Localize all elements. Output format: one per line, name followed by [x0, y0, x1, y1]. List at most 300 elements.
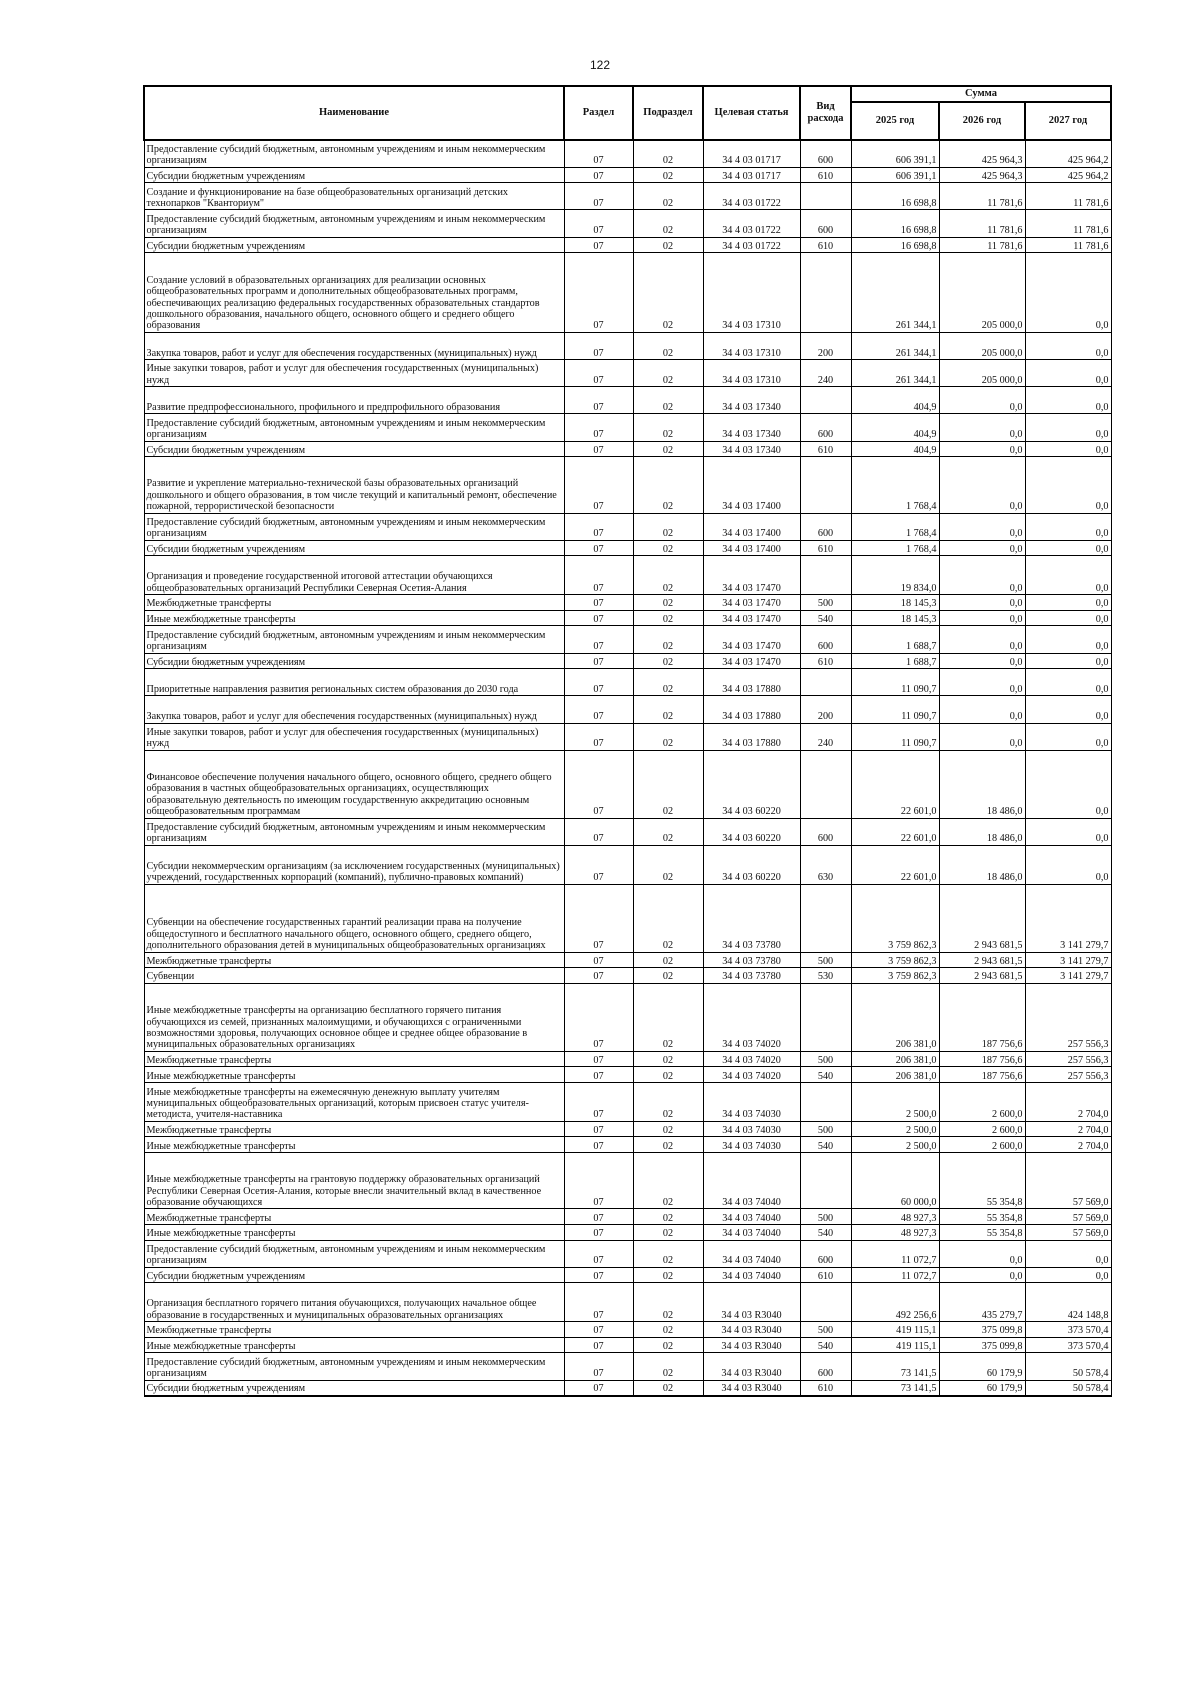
row-amount-2025: 1 768,4 [851, 540, 939, 556]
row-amount-2026: 205 000,0 [939, 360, 1025, 387]
table-row [144, 723, 1111, 750]
row-amount-2027: 0,0 [1025, 610, 1111, 626]
row-section: 07 [564, 237, 633, 253]
row-name: Субсидии бюджетным учреждениям [144, 167, 564, 183]
row-amount-2027: 11 781,6 [1025, 237, 1111, 253]
row-target: 34 4 03 74020 [703, 1067, 800, 1083]
row-target: 34 4 03 73780 [703, 968, 800, 984]
row-expense-type: 500 [800, 1051, 851, 1067]
row-amount-2027: 2 704,0 [1025, 1121, 1111, 1137]
row-amount-2025: 11 072,7 [851, 1267, 939, 1283]
row-expense-type: 500 [800, 595, 851, 611]
row-expense-type: 610 [800, 540, 851, 556]
row-amount-2027: 0,0 [1025, 1267, 1111, 1283]
row-amount-2025: 2 500,0 [851, 1121, 939, 1137]
row-amount-2026: 205 000,0 [939, 253, 1025, 333]
row-amount-2026: 435 279,7 [939, 1283, 1025, 1322]
row-amount-2026: 0,0 [939, 610, 1025, 626]
row-amount-2027: 0,0 [1025, 845, 1111, 884]
row-name: Иные межбюджетные трансферты [144, 1225, 564, 1241]
row-amount-2027: 257 556,3 [1025, 1067, 1111, 1083]
table-row [144, 952, 1111, 968]
row-expense-type [800, 669, 851, 696]
header-year-2026: 2026 год [939, 102, 1025, 140]
row-amount-2025: 16 698,8 [851, 237, 939, 253]
row-name: Организация и проведение государственной итоговой аттестации обучающихся общеобразовательных организаций Республики Северная Осетия-Алания [144, 556, 564, 595]
row-name: Предоставление субсидий бюджетным, автономным учреждениям и иным некоммерческим организациям [144, 513, 564, 540]
row-name: Субсидии бюджетным учреждениям [144, 237, 564, 253]
row-amount-2026: 18 486,0 [939, 845, 1025, 884]
row-target: 34 4 03 74040 [703, 1153, 800, 1209]
row-section: 07 [564, 884, 633, 952]
row-expense-type: 600 [800, 513, 851, 540]
table-row [144, 457, 1111, 513]
row-expense-type: 530 [800, 968, 851, 984]
row-amount-2025: 606 391,1 [851, 167, 939, 183]
row-amount-2025: 19 834,0 [851, 556, 939, 595]
row-amount-2027: 0,0 [1025, 253, 1111, 333]
row-section: 07 [564, 1067, 633, 1083]
row-subsection: 02 [633, 1121, 703, 1137]
row-section: 07 [564, 253, 633, 333]
row-expense-type: 500 [800, 1121, 851, 1137]
row-expense-type: 600 [800, 140, 851, 167]
row-amount-2026: 18 486,0 [939, 818, 1025, 845]
row-target: 34 4 03 74040 [703, 1240, 800, 1267]
row-amount-2027: 0,0 [1025, 540, 1111, 556]
row-section: 07 [564, 1153, 633, 1209]
row-amount-2027: 0,0 [1025, 441, 1111, 457]
table-row [144, 750, 1111, 818]
row-name: Предоставление субсидий бюджетным, автономным учреждениям и иным некоммерческим организациям [144, 140, 564, 167]
row-name: Субвенции на обеспечение государственных гарантий реализации права на получение общедоступного и бесплатного начального общего, основного общего, среднего общего, дополнительного образования детей в муниципальных общеобразовательных организациях [144, 884, 564, 952]
row-expense-type: 600 [800, 1353, 851, 1380]
row-amount-2026: 11 781,6 [939, 183, 1025, 210]
row-section: 07 [564, 556, 633, 595]
row-amount-2025: 404,9 [851, 387, 939, 414]
row-amount-2026: 375 099,8 [939, 1322, 1025, 1338]
row-target: 34 4 03 17880 [703, 696, 800, 723]
row-target: 34 4 03 R3040 [703, 1283, 800, 1322]
row-subsection: 02 [633, 1083, 703, 1122]
row-amount-2026: 0,0 [939, 441, 1025, 457]
table-row [144, 1283, 1111, 1322]
row-subsection: 02 [633, 210, 703, 237]
table-row [144, 1267, 1111, 1283]
row-target: 34 4 03 74030 [703, 1083, 800, 1122]
row-target: 34 4 03 01722 [703, 210, 800, 237]
table-body [144, 140, 1111, 1396]
row-name: Межбюджетные трансферты [144, 952, 564, 968]
table-row [144, 1225, 1111, 1241]
row-subsection: 02 [633, 1209, 703, 1225]
row-target: 34 4 03 74020 [703, 983, 800, 1051]
row-subsection: 02 [633, 556, 703, 595]
table-row [144, 441, 1111, 457]
table-row [144, 1380, 1111, 1396]
row-expense-type: 540 [800, 1225, 851, 1241]
table-row [144, 1153, 1111, 1209]
row-subsection: 02 [633, 1267, 703, 1283]
row-name: Субсидии бюджетным учреждениям [144, 1267, 564, 1283]
row-expense-type: 500 [800, 1322, 851, 1338]
header-year-2027: 2027 год [1025, 102, 1111, 140]
row-amount-2026: 11 781,6 [939, 237, 1025, 253]
row-amount-2027: 373 570,4 [1025, 1322, 1111, 1338]
row-name: Закупка товаров, работ и услуг для обеспечения государственных (муниципальных) нужд [144, 696, 564, 723]
row-expense-type [800, 983, 851, 1051]
table-row [144, 1209, 1111, 1225]
row-target: 34 4 03 74020 [703, 1051, 800, 1067]
row-section: 07 [564, 653, 633, 669]
row-name: Предоставление субсидий бюджетным, автономным учреждениям и иным некоммерческим организациям [144, 414, 564, 441]
row-target: 34 4 03 01722 [703, 237, 800, 253]
row-amount-2026: 0,0 [939, 595, 1025, 611]
header-sum: Сумма [851, 86, 1111, 102]
row-expense-type [800, 457, 851, 513]
row-amount-2026: 0,0 [939, 414, 1025, 441]
row-amount-2026: 55 354,8 [939, 1225, 1025, 1241]
row-amount-2027: 3 141 279,7 [1025, 968, 1111, 984]
row-amount-2026: 0,0 [939, 723, 1025, 750]
row-name: Межбюджетные трансферты [144, 1051, 564, 1067]
row-name: Субсидии бюджетным учреждениям [144, 1380, 564, 1396]
row-subsection: 02 [633, 140, 703, 167]
row-amount-2025: 2 500,0 [851, 1137, 939, 1153]
table-row [144, 845, 1111, 884]
row-amount-2025: 206 381,0 [851, 983, 939, 1051]
row-section: 07 [564, 540, 633, 556]
row-section: 07 [564, 1225, 633, 1241]
row-amount-2026: 11 781,6 [939, 210, 1025, 237]
row-amount-2025: 419 115,1 [851, 1322, 939, 1338]
row-amount-2027: 2 704,0 [1025, 1083, 1111, 1122]
header-subsection: Подраздел [633, 86, 703, 140]
row-target: 34 4 03 01717 [703, 167, 800, 183]
table-row [144, 167, 1111, 183]
row-expense-type: 540 [800, 1337, 851, 1353]
row-expense-type: 610 [800, 1267, 851, 1283]
row-name: Приоритетные направления развития региональных систем образования до 2030 года [144, 669, 564, 696]
row-amount-2027: 0,0 [1025, 1240, 1111, 1267]
row-amount-2026: 0,0 [939, 696, 1025, 723]
row-section: 07 [564, 750, 633, 818]
row-section: 07 [564, 845, 633, 884]
table-row [144, 968, 1111, 984]
row-amount-2027: 0,0 [1025, 818, 1111, 845]
row-subsection: 02 [633, 387, 703, 414]
row-target: 34 4 03 R3040 [703, 1380, 800, 1396]
row-subsection: 02 [633, 952, 703, 968]
table-row [144, 210, 1111, 237]
row-target: 34 4 03 74040 [703, 1225, 800, 1241]
row-expense-type [800, 1283, 851, 1322]
row-amount-2026: 18 486,0 [939, 750, 1025, 818]
row-name: Предоставление субсидий бюджетным, автономным учреждениям и иным некоммерческим организациям [144, 1353, 564, 1380]
row-amount-2025: 3 759 862,3 [851, 968, 939, 984]
row-amount-2027: 0,0 [1025, 387, 1111, 414]
table-row [144, 983, 1111, 1051]
row-target: 34 4 03 74030 [703, 1137, 800, 1153]
row-section: 07 [564, 210, 633, 237]
table-row [144, 140, 1111, 167]
row-section: 07 [564, 387, 633, 414]
row-amount-2025: 60 000,0 [851, 1153, 939, 1209]
row-target: 34 4 03 74030 [703, 1121, 800, 1137]
row-subsection: 02 [633, 723, 703, 750]
row-amount-2027: 424 148,8 [1025, 1283, 1111, 1322]
row-expense-type [800, 183, 851, 210]
row-amount-2025: 404,9 [851, 441, 939, 457]
row-expense-type: 240 [800, 360, 851, 387]
row-amount-2025: 18 145,3 [851, 595, 939, 611]
row-amount-2027: 257 556,3 [1025, 983, 1111, 1051]
row-subsection: 02 [633, 1067, 703, 1083]
row-name: Субсидии бюджетным учреждениям [144, 441, 564, 457]
row-amount-2025: 22 601,0 [851, 750, 939, 818]
table-row [144, 237, 1111, 253]
table-row [144, 626, 1111, 653]
row-name: Иные межбюджетные трансферты [144, 1067, 564, 1083]
table-row [144, 253, 1111, 333]
row-target: 34 4 03 17400 [703, 540, 800, 556]
row-name: Создание условий в образовательных организациях для реализации основных общеобразовательных программ и дополнительных общеобразовательных программ, обеспечивающих реализацию федеральных государственных образовательных стандартов дошкольного образования, начального общего, основного общего и среднего общего образования [144, 253, 564, 333]
table-row [144, 540, 1111, 556]
row-name: Иные закупки товаров, работ и услуг для обеспечения государственных (муниципальных) нужд [144, 360, 564, 387]
row-name: Развитие предпрофессионального, профильного и предпрофильного образования [144, 387, 564, 414]
row-amount-2025: 16 698,8 [851, 210, 939, 237]
row-target: 34 4 03 17400 [703, 457, 800, 513]
table-row [144, 884, 1111, 952]
table-row [144, 1337, 1111, 1353]
row-amount-2025: 1 688,7 [851, 626, 939, 653]
row-amount-2025: 18 145,3 [851, 610, 939, 626]
row-amount-2027: 0,0 [1025, 556, 1111, 595]
row-subsection: 02 [633, 1380, 703, 1396]
row-expense-type: 610 [800, 1380, 851, 1396]
row-amount-2025: 22 601,0 [851, 845, 939, 884]
row-amount-2025: 1 768,4 [851, 457, 939, 513]
row-name: Субсидии некоммерческим организациям (за исключением государственных (муниципальных) учреждений, государственных корпораций (компаний), публично-правовых компаний) [144, 845, 564, 884]
row-subsection: 02 [633, 1322, 703, 1338]
row-expense-type: 540 [800, 1067, 851, 1083]
row-amount-2026: 375 099,8 [939, 1337, 1025, 1353]
row-subsection: 02 [633, 1353, 703, 1380]
row-amount-2025: 11 072,7 [851, 1240, 939, 1267]
row-name: Межбюджетные трансферты [144, 1121, 564, 1137]
row-expense-type: 610 [800, 237, 851, 253]
row-amount-2025: 3 759 862,3 [851, 884, 939, 952]
table-row [144, 556, 1111, 595]
row-target: 34 4 03 17310 [703, 332, 800, 359]
row-subsection: 02 [633, 167, 703, 183]
row-name: Иные межбюджетные трансферты [144, 610, 564, 626]
row-name: Субсидии бюджетным учреждениям [144, 540, 564, 556]
row-target: 34 4 03 17470 [703, 626, 800, 653]
row-amount-2025: 206 381,0 [851, 1067, 939, 1083]
row-amount-2026: 187 756,6 [939, 1051, 1025, 1067]
row-amount-2027: 0,0 [1025, 457, 1111, 513]
row-amount-2027: 2 704,0 [1025, 1137, 1111, 1153]
row-amount-2025: 206 381,0 [851, 1051, 939, 1067]
row-section: 07 [564, 414, 633, 441]
table-row [144, 183, 1111, 210]
row-name: Организация бесплатного горячего питания обучающихся, получающих начальное общее образование в государственных и муниципальных образовательных организациях [144, 1283, 564, 1322]
row-subsection: 02 [633, 414, 703, 441]
row-expense-type: 610 [800, 167, 851, 183]
table-row [144, 595, 1111, 611]
row-section: 07 [564, 1283, 633, 1322]
row-amount-2027: 0,0 [1025, 696, 1111, 723]
table-row [144, 1051, 1111, 1067]
row-name: Предоставление субсидий бюджетным, автономным учреждениям и иным некоммерческим организациям [144, 818, 564, 845]
row-subsection: 02 [633, 818, 703, 845]
row-name: Иные межбюджетные трансферты на ежемесячную денежную выплату учителям муниципальных общеобразовательных организаций, которым присвоен статус учителя-методиста, учителя-наставника [144, 1083, 564, 1122]
row-amount-2027: 0,0 [1025, 360, 1111, 387]
row-subsection: 02 [633, 1283, 703, 1322]
row-section: 07 [564, 457, 633, 513]
row-amount-2026: 55 354,8 [939, 1209, 1025, 1225]
row-target: 34 4 03 60220 [703, 818, 800, 845]
row-amount-2027: 11 781,6 [1025, 183, 1111, 210]
row-name: Межбюджетные трансферты [144, 1322, 564, 1338]
row-name: Межбюджетные трансферты [144, 595, 564, 611]
row-name: Субсидии бюджетным учреждениям [144, 653, 564, 669]
row-name: Предоставление субсидий бюджетным, автономным учреждениям и иным некоммерческим организациям [144, 210, 564, 237]
row-amount-2027: 57 569,0 [1025, 1225, 1111, 1241]
row-amount-2027: 50 578,4 [1025, 1353, 1111, 1380]
row-amount-2027: 0,0 [1025, 669, 1111, 696]
row-amount-2026: 55 354,8 [939, 1153, 1025, 1209]
row-section: 07 [564, 140, 633, 167]
row-section: 07 [564, 167, 633, 183]
row-subsection: 02 [633, 696, 703, 723]
row-amount-2025: 261 344,1 [851, 332, 939, 359]
row-subsection: 02 [633, 845, 703, 884]
header-expense-type: Вид расхода [800, 86, 851, 140]
row-amount-2026: 0,0 [939, 1240, 1025, 1267]
row-amount-2025: 606 391,1 [851, 140, 939, 167]
row-amount-2025: 11 090,7 [851, 669, 939, 696]
row-name: Иные межбюджетные трансферты на грантовую поддержку образовательных организаций Республики Северная Осетия-Алания, которые внесли значительный вклад в качественное образование обучающихся [144, 1153, 564, 1209]
row-amount-2025: 1 768,4 [851, 513, 939, 540]
row-subsection: 02 [633, 332, 703, 359]
row-amount-2027: 57 569,0 [1025, 1153, 1111, 1209]
row-expense-type: 610 [800, 653, 851, 669]
header-section: Раздел [564, 86, 633, 140]
row-amount-2027: 0,0 [1025, 750, 1111, 818]
row-target: 34 4 03 73780 [703, 952, 800, 968]
page-number: 122 [589, 58, 611, 72]
row-target: 34 4 03 17340 [703, 441, 800, 457]
row-amount-2025: 11 090,7 [851, 723, 939, 750]
row-expense-type: 600 [800, 414, 851, 441]
row-target: 34 4 03 01717 [703, 140, 800, 167]
row-subsection: 02 [633, 1051, 703, 1067]
row-target: 34 4 03 17310 [703, 253, 800, 333]
row-subsection: 02 [633, 1240, 703, 1267]
row-amount-2027: 0,0 [1025, 653, 1111, 669]
row-section: 07 [564, 952, 633, 968]
row-section: 07 [564, 669, 633, 696]
row-subsection: 02 [633, 1225, 703, 1241]
header-name: Наименование [144, 86, 564, 140]
table-row [144, 1322, 1111, 1338]
row-amount-2027: 3 141 279,7 [1025, 884, 1111, 952]
row-subsection: 02 [633, 183, 703, 210]
row-expense-type: 600 [800, 210, 851, 237]
row-name: Иные межбюджетные трансферты [144, 1137, 564, 1153]
row-section: 07 [564, 183, 633, 210]
row-section: 07 [564, 1083, 633, 1122]
row-name: Межбюджетные трансферты [144, 1209, 564, 1225]
row-target: 34 4 03 17340 [703, 414, 800, 441]
row-amount-2025: 492 256,6 [851, 1283, 939, 1322]
row-expense-type: 200 [800, 696, 851, 723]
table-row [144, 1067, 1111, 1083]
row-amount-2026: 425 964,3 [939, 167, 1025, 183]
table-row [144, 610, 1111, 626]
row-expense-type [800, 1083, 851, 1122]
row-expense-type: 240 [800, 723, 851, 750]
row-amount-2026: 60 179,9 [939, 1353, 1025, 1380]
table-row [144, 669, 1111, 696]
row-amount-2027: 11 781,6 [1025, 210, 1111, 237]
row-subsection: 02 [633, 457, 703, 513]
row-section: 07 [564, 1267, 633, 1283]
row-amount-2026: 60 179,9 [939, 1380, 1025, 1396]
table-row [144, 387, 1111, 414]
row-subsection: 02 [633, 595, 703, 611]
row-amount-2026: 205 000,0 [939, 332, 1025, 359]
row-expense-type: 500 [800, 1209, 851, 1225]
row-amount-2025: 1 688,7 [851, 653, 939, 669]
table-row [144, 414, 1111, 441]
row-amount-2027: 425 964,2 [1025, 167, 1111, 183]
row-section: 07 [564, 1209, 633, 1225]
row-section: 07 [564, 1380, 633, 1396]
row-subsection: 02 [633, 669, 703, 696]
row-subsection: 02 [633, 253, 703, 333]
row-subsection: 02 [633, 626, 703, 653]
row-amount-2025: 261 344,1 [851, 253, 939, 333]
row-expense-type [800, 253, 851, 333]
row-target: 34 4 03 73780 [703, 884, 800, 952]
row-target: 34 4 03 R3040 [703, 1337, 800, 1353]
row-expense-type [800, 1153, 851, 1209]
row-amount-2025: 22 601,0 [851, 818, 939, 845]
row-amount-2027: 3 141 279,7 [1025, 952, 1111, 968]
row-subsection: 02 [633, 983, 703, 1051]
row-amount-2027: 257 556,3 [1025, 1051, 1111, 1067]
table-row [144, 513, 1111, 540]
row-section: 07 [564, 723, 633, 750]
row-expense-type: 540 [800, 1137, 851, 1153]
row-amount-2026: 0,0 [939, 626, 1025, 653]
table-row [144, 1121, 1111, 1137]
table-row [144, 653, 1111, 669]
header-year-2025: 2025 год [851, 102, 939, 140]
row-amount-2025: 3 759 862,3 [851, 952, 939, 968]
row-subsection: 02 [633, 540, 703, 556]
row-amount-2026: 2 600,0 [939, 1083, 1025, 1122]
row-section: 07 [564, 513, 633, 540]
row-amount-2027: 0,0 [1025, 595, 1111, 611]
row-amount-2025: 2 500,0 [851, 1083, 939, 1122]
row-amount-2027: 57 569,0 [1025, 1209, 1111, 1225]
table-row [144, 332, 1111, 359]
row-target: 34 4 03 17880 [703, 669, 800, 696]
